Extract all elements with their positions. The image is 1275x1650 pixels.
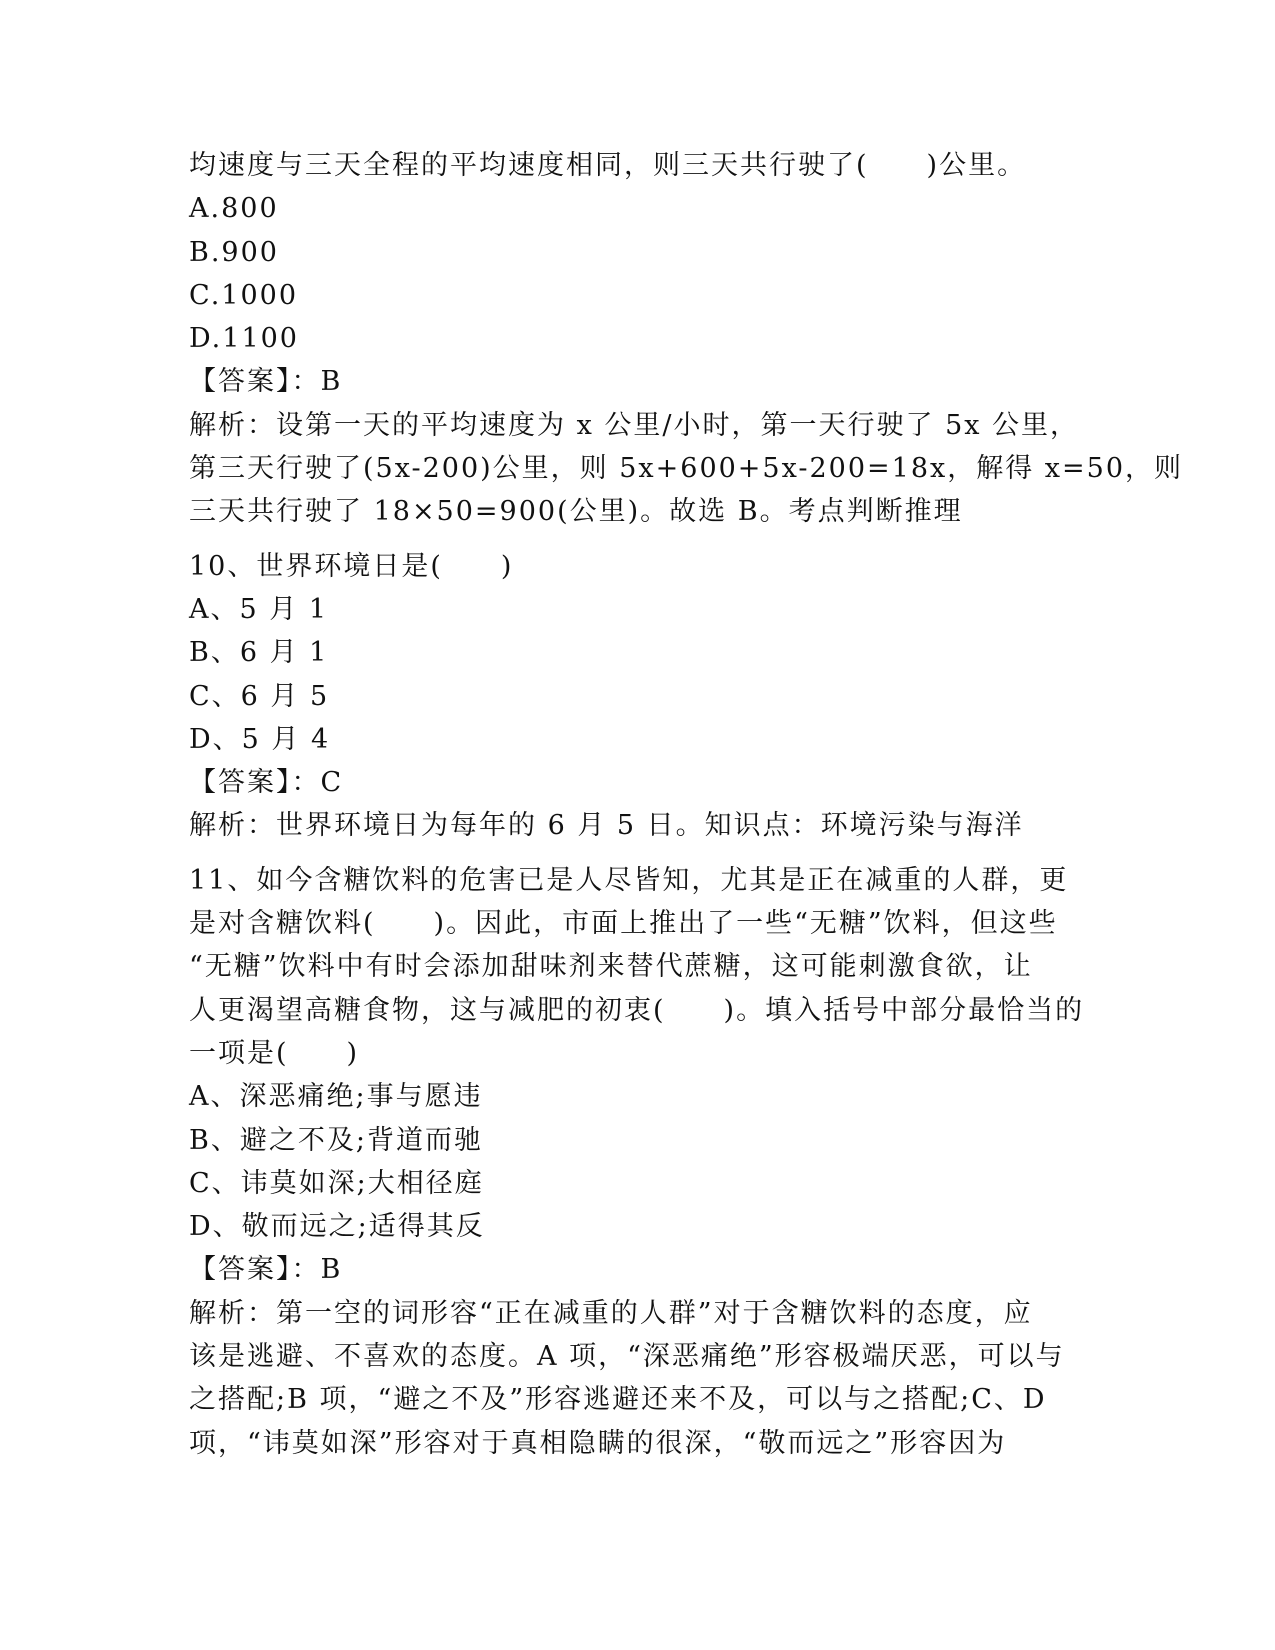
question-10-option-a: A、5 月 1 bbox=[189, 593, 329, 625]
question-11 bbox=[189, 859, 1089, 1465]
question-11-analysis-line-2: 该是逃避、不喜欢的态度。A 项，“深恶痛绝”形容极端厌恶，可以与 bbox=[189, 1341, 1065, 1373]
question-9-stem-tail: 均速度与三天全程的平均速度相同，则三天共行驶了( )公里。 bbox=[189, 150, 1027, 181]
question-11-stem-line-1: 11、如今含糖饮料的危害已是人尽皆知，尤其是正在减重的人群，更 bbox=[189, 864, 1069, 896]
question-9-analysis-line-3: 三天共行驶了 18×50=900(公里)。故选 B。考点判断推理 bbox=[189, 496, 963, 528]
question-11-analysis-line-3: 之搭配;B 项，“避之不及”形容逃避还来不及，可以与之搭配;C、D bbox=[189, 1384, 1047, 1416]
question-11-answer: 【答案】：B bbox=[189, 1254, 343, 1286]
question-9-option-b: B.900 bbox=[189, 236, 279, 268]
question-9-answer: 【答案】：B bbox=[189, 366, 343, 398]
question-10-stem: 10、世界环境日是( ) bbox=[189, 550, 514, 582]
question-spacer bbox=[189, 848, 1089, 859]
question-11-option-d: D、敬而远之;适得其反 bbox=[189, 1211, 485, 1243]
question-10 bbox=[189, 545, 1089, 848]
question-10-option-c: C、6 月 5 bbox=[189, 680, 330, 712]
question-11-stem-line-5: 一项是( ) bbox=[189, 1037, 360, 1069]
question-11-option-c: C、讳莫如深;大相径庭 bbox=[189, 1167, 484, 1199]
question-10-answer: 【答案】：C bbox=[189, 767, 344, 799]
question-9-option-a: A.800 bbox=[189, 193, 279, 225]
question-10-option-b: B、6 月 1 bbox=[189, 637, 329, 669]
question-11-option-b: B、避之不及;背道而驰 bbox=[189, 1124, 483, 1156]
page-content bbox=[189, 144, 1184, 1465]
question-11-analysis-line-4: 项，“讳莫如深”形容对于真相隐瞒的很深，“敬而远之”形容因为 bbox=[189, 1427, 1007, 1459]
question-9-analysis-line-1: 解析：设第一天的平均速度为 x 公里/小时，第一天行驶了 5x 公里， bbox=[189, 409, 1080, 441]
question-9-analysis-line-2: 第三天行驶了(5x-200)公里，则 5x+600+5x-200=18x，解得 x=50，则 bbox=[189, 453, 1184, 485]
question-11-stem-line-4: 人更渴望高糖食物，这与减肥的初衷( )。填入括号中部分最恰当的 bbox=[189, 994, 1085, 1026]
question-9-option-d: D.1100 bbox=[189, 323, 299, 355]
question-11-stem-line-2: 是对含糖饮料( )。因此，市面上推出了一些“无糖”饮料，但这些 bbox=[189, 908, 1058, 940]
question-11-option-a: A、深恶痛绝;事与愿违 bbox=[189, 1081, 483, 1113]
question-11-stem-line-3: “无糖”饮料中有时会添加甜味剂来替代蔗糖，这可能刺激食欲，让 bbox=[189, 951, 1033, 983]
question-10-analysis-line-1: 解析：世界环境日为每年的 6 月 5 日。知识点：环境污染与海洋 bbox=[189, 810, 1024, 842]
question-spacer bbox=[189, 534, 1089, 545]
question-9 bbox=[189, 144, 1184, 534]
question-9-option-c: C.1000 bbox=[189, 279, 298, 311]
question-10-option-d: D、5 月 4 bbox=[189, 723, 331, 755]
question-11-analysis-line-1: 解析：第一空的词形容“正在减重的人群”对于含糖饮料的态度，应 bbox=[189, 1297, 1033, 1329]
